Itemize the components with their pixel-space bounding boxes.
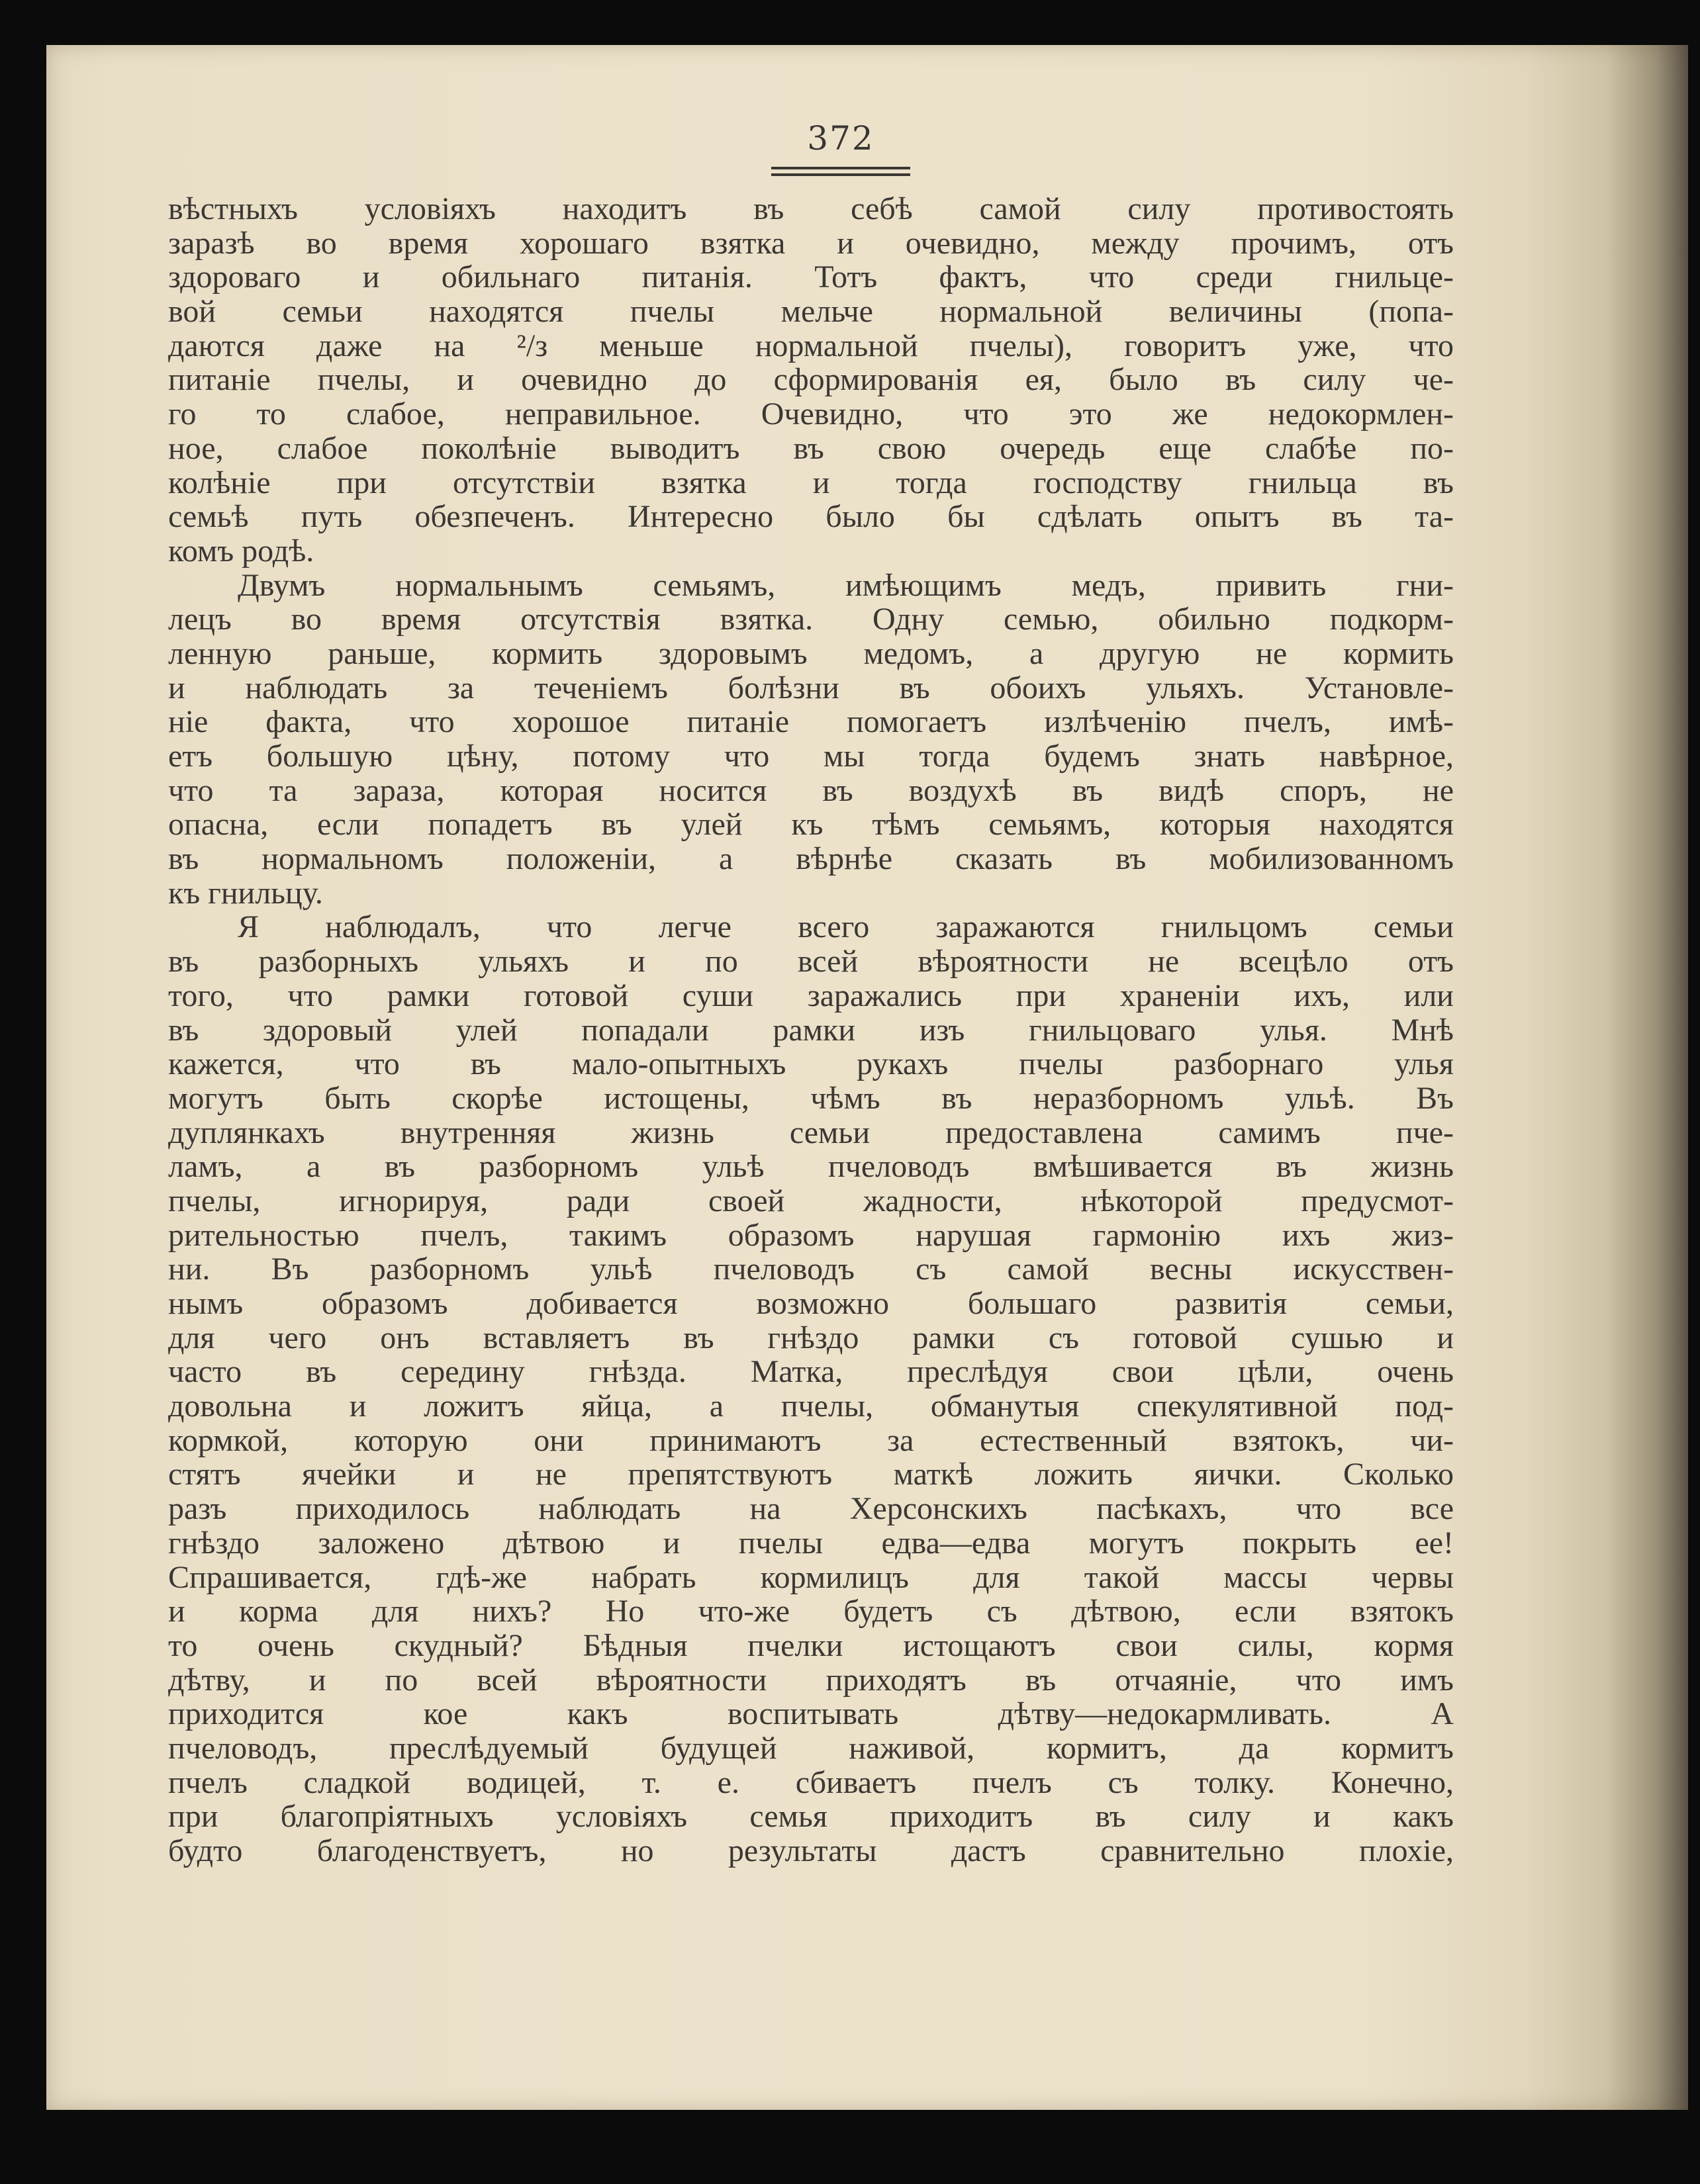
text-line: довольна и ложитъ яйца, а пчелы, обманутыя спекулятивной под- — [168, 1388, 1454, 1424]
text-line: колѣніе при отсутствіи взятка и тогда господству гнильца въ — [168, 465, 1454, 500]
text-line: вѣстныхъ условіяхъ находитъ въ себѣ самой силу противостоять — [168, 191, 1454, 226]
text-line: ни. Въ разборномъ ульѣ пчеловодъ съ самой весны искусствен- — [168, 1251, 1454, 1287]
text-line: кормкой, которую они принимаютъ за естественный взятокъ, чи- — [168, 1422, 1454, 1458]
text-line: здороваго и обильнаго питанія. Тотъ фактъ, что среди гнильце- — [168, 259, 1454, 295]
text-line: семьѣ путь обезпеченъ. Интересно было бы сдѣлать опытъ въ та- — [168, 499, 1454, 535]
text-line: будто благоденствуетъ, но результаты дастъ сравнительно плохіе, — [168, 1833, 1454, 1868]
text-line: опасна, если попадетъ въ улей къ тѣмъ семьямъ, которыя находятся — [168, 807, 1454, 842]
text-line: и корма для нихъ? Но что-же будетъ съ дѣтвою, если взятокъ — [168, 1594, 1454, 1629]
text-line: го то слабое, неправильное. Очевидно, что это же недокормлен- — [168, 396, 1454, 432]
text-line: въ разборныхъ ульяхъ и по всей вѣроятности не всецѣло отъ — [168, 944, 1454, 979]
text-line: дѣтву, и по всей вѣроятности приходятъ въ отчаяніе, что имъ — [168, 1662, 1454, 1698]
header-rule-bottom — [771, 173, 910, 176]
text-line: рительностью пчелъ, такимъ образомъ нарушая гармонію ихъ жиз- — [168, 1217, 1454, 1253]
text-line: нымъ образомъ добивается возможно большаго развитія семьи, — [168, 1286, 1454, 1321]
header-rule-top — [771, 167, 910, 169]
text-line: часто въ середину гнѣзда. Матка, преслѣдуя свои цѣли, очень — [168, 1354, 1454, 1390]
text-line: для чего онъ вставляетъ въ гнѣздо рамки съ готовой сушью и — [168, 1320, 1454, 1355]
text-line: Спрашивается, гдѣ-же набрать кормилицъ для такой массы червы — [168, 1559, 1454, 1595]
text-line: дуплянкахъ внутренняя жизнь семьи предоставлена самимъ пче- — [168, 1115, 1454, 1150]
text-line: питаніе пчелы, и очевидно до сформированія ея, было въ силу че- — [168, 362, 1454, 398]
text-line: ніе факта, что хорошое питаніе помогаетъ излѣченію пчелъ, имѣ- — [168, 704, 1454, 740]
text-line: стятъ ячейки и не препятствуютъ маткѣ ложить яички. Сколько — [168, 1457, 1454, 1492]
body-text — [168, 192, 1454, 1868]
text-line: пчелъ сладкой водицей, т. е. сбиваетъ пчелъ съ толку. Конечно, — [168, 1764, 1454, 1800]
text-line: въ здоровый улей попадали рамки изъ гнильцоваго улья. Мнѣ — [168, 1012, 1454, 1048]
text-line: и наблюдать за теченіемъ болѣзни въ обоихъ ульяхъ. Установле- — [168, 670, 1454, 705]
text-line: при благопріятныхъ условіяхъ семья приходитъ въ силу и какъ — [168, 1799, 1454, 1835]
text-line: въ нормальномъ положеніи, а вѣрнѣе сказать въ мобилизованномъ — [168, 841, 1454, 877]
text-line: даются даже на ²/з меньше нормальной пчелы), говоритъ уже, что — [168, 328, 1454, 363]
text-line: могутъ быть скорѣе истощены, чѣмъ въ неразборномъ ульѣ. Въ — [168, 1080, 1454, 1116]
text-line: пчелы, игнорируя, ради своей жадности, нѣкоторой предусмот- — [168, 1183, 1454, 1218]
text-line: Двумъ нормальнымъ семьямъ, имѣющимъ медъ, привить гни- — [238, 567, 1454, 603]
page-number: 372 — [807, 119, 874, 158]
text-line: лецъ во время отсутствія взятка. Одну семью, обильно подкорм- — [168, 602, 1454, 637]
text-line: комъ родѣ. — [168, 533, 314, 569]
text-line: заразѣ во время хорошаго взятка и очевидно, между прочимъ, отъ — [168, 225, 1454, 261]
text-line: приходится кое какъ воспитывать дѣтву—недокармливать. А — [168, 1696, 1454, 1732]
text-line: ленную раньше, кормить здоровымъ медомъ, а другую не кормить — [168, 635, 1454, 671]
text-line: кажется, что въ мало-опытныхъ рукахъ пчелы разборнаго улья — [168, 1046, 1454, 1082]
text-line: что та зараза, которая носится въ воздухѣ въ видѣ споръ, не — [168, 772, 1454, 808]
text-line: разъ приходилось наблюдать на Херсонскихъ пасѣкахъ, что все — [168, 1491, 1454, 1527]
text-line: гнѣздо заложено дѣтвою и пчелы едва—едва могутъ покрыть ее! — [168, 1525, 1454, 1561]
text-line: Я наблюдалъ, что легче всего заражаются гнильцомъ семьи — [238, 909, 1454, 945]
text-line: етъ большую цѣну, потому что мы тогда будемъ знать навѣрное, — [168, 739, 1454, 774]
text-line: къ гнильцу. — [168, 875, 323, 911]
text-line: вой семьи находятся пчелы мельче нормальной величины (попа- — [168, 294, 1454, 330]
text-line: то очень скудный? Бѣдныя пчелки истощаютъ свои силы, кормя — [168, 1627, 1454, 1663]
text-line: того, что рамки готовой суши заражались при храненіи ихъ, или — [168, 978, 1454, 1013]
text-line: пчеловодъ, преслѣдуемый будущей наживой, кормитъ, да кормитъ — [168, 1730, 1454, 1766]
text-line: ное, слабое поколѣніе выводитъ въ свою очередь еще слабѣе по- — [168, 430, 1454, 466]
text-line: ламъ, а въ разборномъ ульѣ пчеловодъ вмѣшивается въ жизнь — [168, 1149, 1454, 1185]
